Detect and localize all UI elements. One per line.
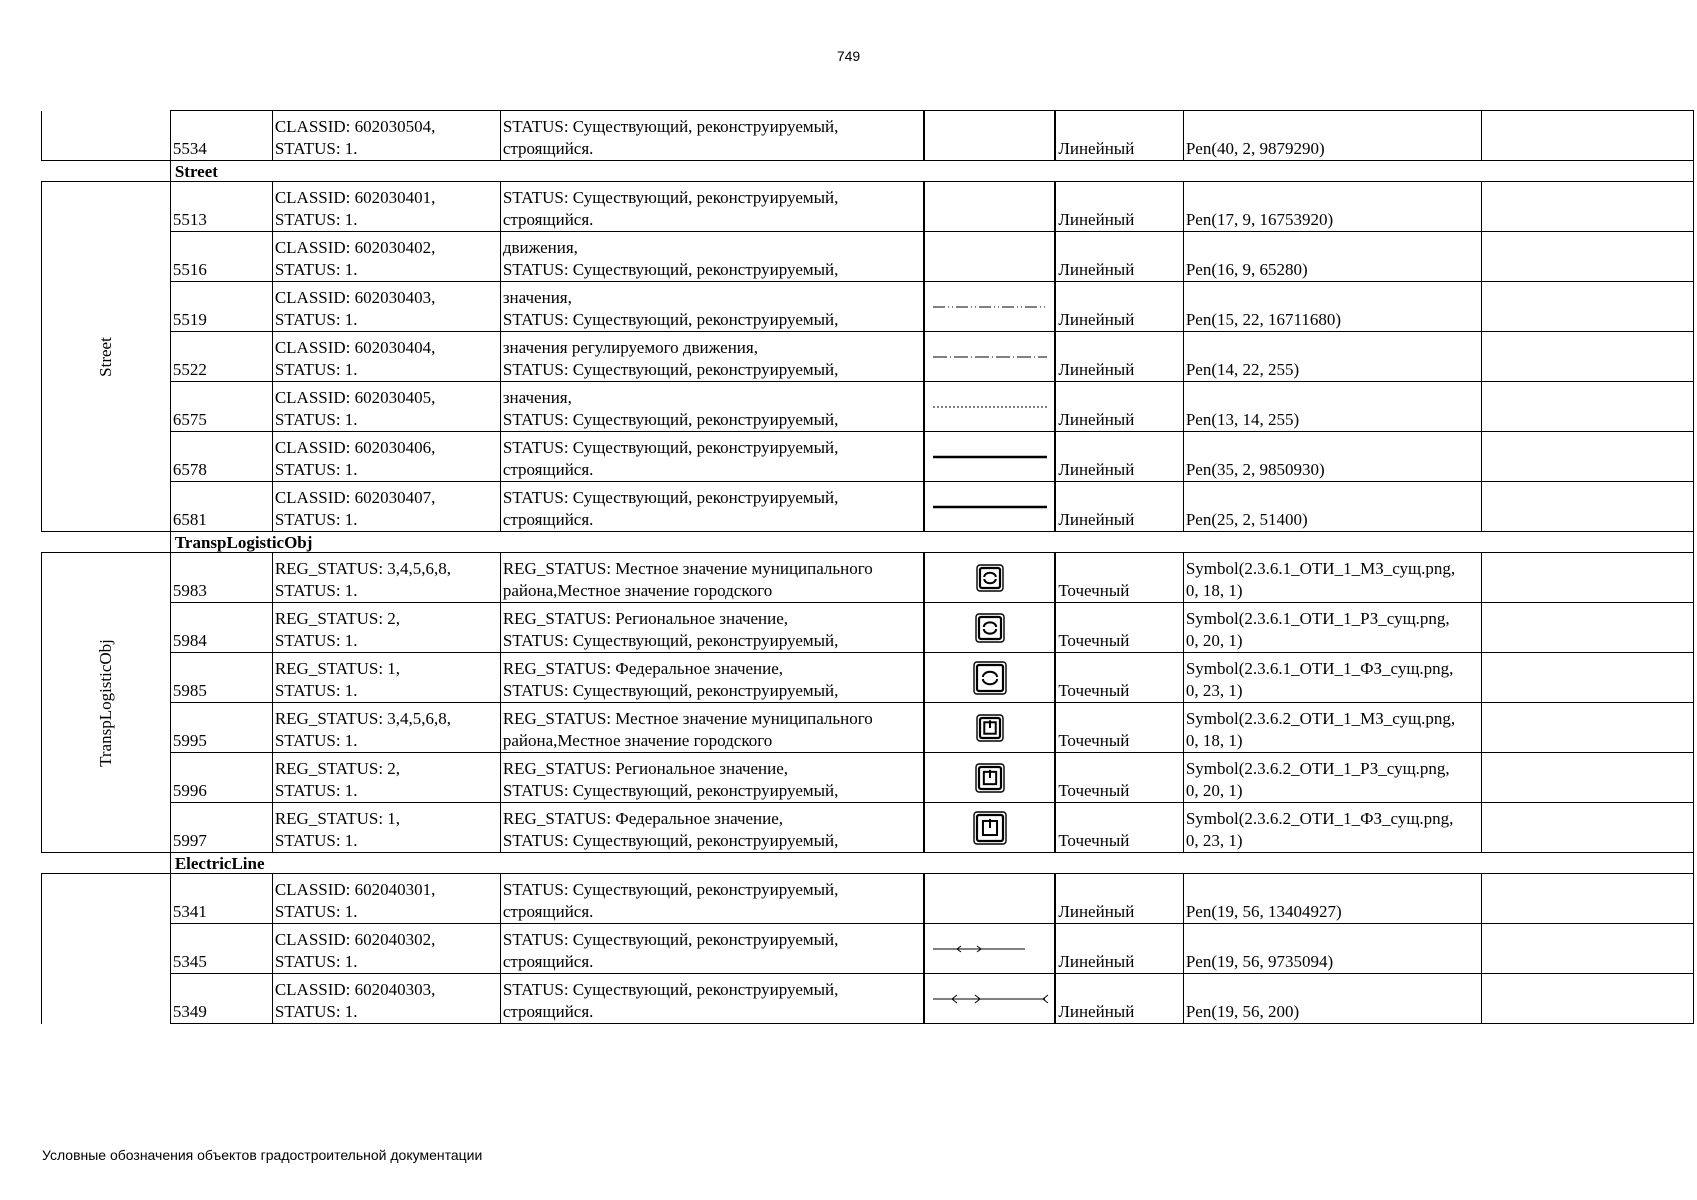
row-condition <box>272 653 500 703</box>
row-id-text: 6581 <box>172 510 207 529</box>
row-style-text: Pen(19, 56, 200) <box>1185 1002 1300 1021</box>
row-condition <box>272 182 500 232</box>
row-type <box>1055 332 1183 382</box>
row-type-text: Точечный <box>1058 831 1130 850</box>
row-description <box>500 382 924 432</box>
row-description-text: STATUS: Существующий, реконструируемый, строящийся. <box>502 930 839 971</box>
row-id <box>170 182 272 232</box>
symbol-cell <box>924 553 1055 603</box>
symbol-cell <box>924 653 1055 703</box>
row-description-text: STATUS: Существующий, реконструируемый, строящийся. <box>502 880 839 921</box>
row-note <box>1481 382 1693 432</box>
row-id <box>170 703 272 753</box>
row-condition-text: REG_STATUS: 1, STATUS: 1. <box>274 809 401 850</box>
section-title: TranspLogisticObj <box>174 533 313 552</box>
row-note <box>1481 553 1693 603</box>
row-note <box>1481 703 1693 753</box>
row-type <box>1055 874 1183 924</box>
row-id <box>170 653 272 703</box>
row-description-text: STATUS: Существующий, реконструируемый, строящийся. <box>502 438 839 479</box>
row-condition <box>272 282 500 332</box>
symbol-cell <box>924 232 1055 282</box>
footer: Условные обозначения объектов градостроительной документации <box>42 1147 483 1163</box>
row-condition <box>272 111 500 161</box>
row-style-text: Pen(40, 2, 9879290) <box>1185 139 1325 158</box>
row-id-text: 6578 <box>172 460 207 479</box>
row-id-text: 5983 <box>172 581 207 600</box>
row-style <box>1183 111 1481 161</box>
row-type-text: Точечный <box>1058 781 1130 800</box>
symbol-cell <box>924 182 1055 232</box>
row-id-text: 5985 <box>172 681 207 700</box>
table-row <box>42 653 1694 703</box>
row-id-text: 5984 <box>172 631 207 650</box>
row-condition <box>272 382 500 432</box>
row-description <box>500 111 924 161</box>
row-condition-text: CLASSID: 602030406, STATUS: 1. <box>274 438 436 479</box>
row-style <box>1183 803 1481 853</box>
row-condition <box>272 603 500 653</box>
table-row <box>42 874 1694 924</box>
section-title: ElectricLine <box>174 854 265 873</box>
row-id <box>170 874 272 924</box>
row-style-text: Pen(19, 56, 13404927) <box>1185 902 1342 921</box>
row-type-text: Линейный <box>1058 210 1135 229</box>
row-condition <box>272 703 500 753</box>
row-style <box>1183 924 1481 974</box>
row-description <box>500 182 924 232</box>
row-condition-text: REG_STATUS: 1, STATUS: 1. <box>274 659 401 700</box>
group-label: TranspLogisticObj <box>95 638 115 767</box>
row-condition <box>272 482 500 532</box>
table-row <box>42 603 1694 653</box>
row-id <box>170 332 272 382</box>
arrow-line-long <box>925 976 1054 1022</box>
row-id-text: 5519 <box>172 310 207 329</box>
dash-dot-line <box>925 334 1054 380</box>
row-id <box>170 111 272 161</box>
table-row <box>42 974 1694 1024</box>
row-description <box>500 924 924 974</box>
row-style <box>1183 603 1481 653</box>
row-id-text: 5995 <box>172 731 207 750</box>
table-row <box>42 182 1694 232</box>
row-type-text: Линейный <box>1058 510 1135 529</box>
row-type-text: Линейный <box>1058 360 1135 379</box>
row-style-text: Pen(25, 2, 51400) <box>1185 510 1308 529</box>
row-id-text: 5349 <box>172 1002 207 1021</box>
row-description <box>500 803 924 853</box>
symbol-cell <box>924 874 1055 924</box>
row-condition-text: CLASSID: 602030504, STATUS: 1. <box>274 117 436 158</box>
cycle-icon-large <box>925 805 1054 851</box>
symbol-cell <box>924 803 1055 853</box>
row-description <box>500 753 924 803</box>
row-id <box>170 924 272 974</box>
legend-table <box>41 110 1694 1024</box>
row-type <box>1055 282 1183 332</box>
row-condition <box>272 553 500 603</box>
row-id <box>170 553 272 603</box>
exchange-icon-large <box>925 655 1054 701</box>
row-condition <box>272 232 500 282</box>
row-condition <box>272 924 500 974</box>
row-note <box>1481 482 1693 532</box>
group-label-cell <box>42 182 171 532</box>
row-type-text: Точечный <box>1058 681 1130 700</box>
row-note <box>1481 282 1693 332</box>
table-row <box>42 553 1694 603</box>
row-note <box>1481 111 1693 161</box>
row-style <box>1183 553 1481 603</box>
row-style-text: Symbol(2.3.6.1_ОТИ_1_МЗ_сущ.png, 0, 18, 1) <box>1185 559 1456 600</box>
row-description-text: REG_STATUS: Региональное значение, STATUS: Существующий, реконструируемый, <box>502 609 839 650</box>
row-description-text: REG_STATUS: Федеральное значение, STATUS: Существующий, реконструируемый, <box>502 659 839 700</box>
row-description <box>500 482 924 532</box>
row-condition-text: REG_STATUS: 3,4,5,6,8, STATUS: 1. <box>274 559 452 600</box>
group-label-cell <box>42 553 171 853</box>
row-style <box>1183 974 1481 1024</box>
row-id <box>170 482 272 532</box>
row-condition-text: REG_STATUS: 3,4,5,6,8, STATUS: 1. <box>274 709 452 750</box>
section-header-spacer <box>42 853 171 874</box>
row-description <box>500 553 924 603</box>
cycle-icon-medium <box>925 755 1054 801</box>
row-id <box>170 603 272 653</box>
table-row <box>42 803 1694 853</box>
row-description <box>500 232 924 282</box>
arrow-line-short <box>925 926 1054 972</box>
row-type <box>1055 753 1183 803</box>
row-note <box>1481 232 1693 282</box>
row-style <box>1183 482 1481 532</box>
row-style <box>1183 382 1481 432</box>
row-type-text: Линейный <box>1058 1002 1135 1021</box>
row-condition <box>272 974 500 1024</box>
symbol-cell <box>924 924 1055 974</box>
table-row <box>42 332 1694 382</box>
row-type-text: Точечный <box>1058 631 1130 650</box>
row-description-text: REG_STATUS: Федеральное значение, STATUS: Существующий, реконструируемый, <box>502 809 839 850</box>
row-condition <box>272 874 500 924</box>
row-type-text: Линейный <box>1058 460 1135 479</box>
solid-line <box>925 434 1054 480</box>
group-label: Street <box>95 336 115 377</box>
row-condition <box>272 753 500 803</box>
symbol-cell <box>924 703 1055 753</box>
section-header-row <box>42 532 1694 553</box>
row-style-text: Pen(13, 14, 255) <box>1185 410 1300 429</box>
row-condition-text: CLASSID: 602030407, STATUS: 1. <box>274 488 436 529</box>
row-description <box>500 282 924 332</box>
row-condition-text: CLASSID: 602040303, STATUS: 1. <box>274 980 436 1021</box>
row-note <box>1481 603 1693 653</box>
section-title-cell <box>170 853 1693 874</box>
row-id-text: 5516 <box>172 260 207 279</box>
row-description-text: STATUS: Существующий, реконструируемый, строящийся. <box>502 980 839 1021</box>
row-condition-text: REG_STATUS: 2, STATUS: 1. <box>274 609 401 650</box>
row-note <box>1481 432 1693 482</box>
section-title-cell <box>170 532 1693 553</box>
row-condition-text: CLASSID: 602040302, STATUS: 1. <box>274 930 436 971</box>
row-style <box>1183 874 1481 924</box>
symbol-cell <box>924 332 1055 382</box>
row-style-text: Pen(17, 9, 16753920) <box>1185 210 1334 229</box>
table-row <box>42 282 1694 332</box>
section-title-cell <box>170 161 1693 182</box>
row-description-text: REG_STATUS: Местное значение муниципального района,Местное значение городского <box>502 559 873 600</box>
section-title: Street <box>174 162 218 181</box>
row-id-text: 5522 <box>172 360 207 379</box>
row-description <box>500 332 924 382</box>
row-note <box>1481 803 1693 853</box>
row-type-text: Линейный <box>1058 139 1135 158</box>
row-style-text: Pen(19, 56, 9735094) <box>1185 952 1334 971</box>
row-description <box>500 703 924 753</box>
row-description <box>500 874 924 924</box>
row-style <box>1183 182 1481 232</box>
symbol-cell <box>924 753 1055 803</box>
symbol-cell <box>924 111 1055 161</box>
row-type-text: Линейный <box>1058 260 1135 279</box>
row-type <box>1055 924 1183 974</box>
row-type <box>1055 974 1183 1024</box>
row-condition-text: CLASSID: 602030403, STATUS: 1. <box>274 288 436 329</box>
table-row <box>42 382 1694 432</box>
table-row <box>42 753 1694 803</box>
row-condition <box>272 432 500 482</box>
symbol-cell <box>924 432 1055 482</box>
row-id-text: 6575 <box>172 410 207 429</box>
symbol-cell <box>924 974 1055 1024</box>
section-header-spacer <box>42 161 171 182</box>
row-style-text: Symbol(2.3.6.2_ОТИ_1_МЗ_сущ.png, 0, 18, 1) <box>1185 709 1456 750</box>
row-id <box>170 282 272 332</box>
row-description-text: значения, STATUS: Существующий, реконструируемый, <box>502 288 839 329</box>
row-type <box>1055 382 1183 432</box>
row-id-text: 5345 <box>172 952 207 971</box>
row-style <box>1183 753 1481 803</box>
row-condition <box>272 803 500 853</box>
row-id-text: 5997 <box>172 831 207 850</box>
row-type <box>1055 553 1183 603</box>
row-style-text: Symbol(2.3.6.2_ОТИ_1_ФЗ_сущ.png, 0, 23, 1) <box>1185 809 1454 850</box>
row-type <box>1055 182 1183 232</box>
row-style-text: Pen(15, 22, 16711680) <box>1185 310 1342 329</box>
row-description <box>500 432 924 482</box>
row-id-text: 5534 <box>172 139 207 158</box>
symbol-cell <box>924 482 1055 532</box>
row-description <box>500 653 924 703</box>
row-type <box>1055 432 1183 482</box>
row-condition-text: CLASSID: 602030402, STATUS: 1. <box>274 238 436 279</box>
row-type <box>1055 703 1183 753</box>
symbol-cell <box>924 282 1055 332</box>
row-condition-text: REG_STATUS: 2, STATUS: 1. <box>274 759 401 800</box>
row-condition-text: CLASSID: 602030401, STATUS: 1. <box>274 188 436 229</box>
row-description-text: значения, STATUS: Существующий, реконструируемый, <box>502 388 839 429</box>
row-condition <box>272 332 500 382</box>
row-description <box>500 974 924 1024</box>
table-row <box>42 924 1694 974</box>
row-description-text: движения, STATUS: Существующий, реконструируемый, <box>502 238 839 279</box>
row-note <box>1481 974 1693 1024</box>
row-type <box>1055 482 1183 532</box>
group-cell <box>42 111 171 161</box>
row-condition-text: CLASSID: 602030404, STATUS: 1. <box>274 338 436 379</box>
row-type <box>1055 232 1183 282</box>
table-row <box>42 482 1694 532</box>
row-type <box>1055 803 1183 853</box>
row-style <box>1183 432 1481 482</box>
row-type-text: Линейный <box>1058 902 1135 921</box>
table-row <box>42 232 1694 282</box>
row-description-text: STATUS: Существующий, реконструируемый, строящийся. <box>502 488 839 529</box>
cycle-icon-small <box>925 705 1054 751</box>
row-type <box>1055 603 1183 653</box>
section-header-row <box>42 161 1694 182</box>
row-note <box>1481 924 1693 974</box>
solid-line <box>925 484 1054 530</box>
section-header-row <box>42 853 1694 874</box>
row-note <box>1481 653 1693 703</box>
row-id <box>170 382 272 432</box>
row-type-text: Точечный <box>1058 731 1130 750</box>
row-style <box>1183 703 1481 753</box>
row-id <box>170 232 272 282</box>
table-row <box>42 703 1694 753</box>
row-style-text: Symbol(2.3.6.2_ОТИ_1_РЗ_сущ.png, 0, 20, 1) <box>1185 759 1450 800</box>
row-style-text: Pen(14, 22, 255) <box>1185 360 1300 379</box>
row-note <box>1481 182 1693 232</box>
row-description-text: REG_STATUS: Местное значение муниципального района,Местное значение городского <box>502 709 873 750</box>
row-style-text: Pen(35, 2, 9850930) <box>1185 460 1325 479</box>
symbol-cell <box>924 603 1055 653</box>
row-style <box>1183 232 1481 282</box>
row-id <box>170 803 272 853</box>
symbol-cell <box>924 382 1055 432</box>
page-number: 749 <box>836 48 861 64</box>
row-condition-text: CLASSID: 602030405, STATUS: 1. <box>274 388 436 429</box>
row-type <box>1055 111 1183 161</box>
row-id-text: 5996 <box>172 781 207 800</box>
row-description-text: STATUS: Существующий, реконструируемый, строящийся. <box>502 188 839 229</box>
row-style <box>1183 282 1481 332</box>
row-id <box>170 974 272 1024</box>
section-header-spacer <box>42 532 171 553</box>
row-id <box>170 753 272 803</box>
group-label-cell <box>42 874 171 1024</box>
exchange-icon-small <box>925 555 1054 601</box>
row-type-text: Линейный <box>1058 952 1135 971</box>
row-type-text: Линейный <box>1058 410 1135 429</box>
row-description-text: REG_STATUS: Региональное значение, STATUS: Существующий, реконструируемый, <box>502 759 839 800</box>
row-note <box>1481 874 1693 924</box>
row-style-text: Symbol(2.3.6.1_ОТИ_1_РЗ_сущ.png, 0, 20, 1) <box>1185 609 1450 650</box>
exchange-icon-medium <box>925 605 1054 651</box>
row-note <box>1481 332 1693 382</box>
row-note <box>1481 753 1693 803</box>
row-type-text: Точечный <box>1058 581 1130 600</box>
row-description-text: STATUS: Существующий, реконструируемый, строящийся. <box>502 117 839 158</box>
row-id-text: 5341 <box>172 902 207 921</box>
row-style-text: Pen(16, 9, 65280) <box>1185 260 1308 279</box>
row-style <box>1183 653 1481 703</box>
dash-dot-dot-line <box>925 284 1054 330</box>
row-id-text: 5513 <box>172 210 207 229</box>
row-description <box>500 603 924 653</box>
row-id <box>170 432 272 482</box>
row-condition-text: CLASSID: 602040301, STATUS: 1. <box>274 880 436 921</box>
row-type <box>1055 653 1183 703</box>
row-description-text: значения регулируемого движения, STATUS: Существующий, реконструируемый, <box>502 338 839 379</box>
row-type-text: Линейный <box>1058 310 1135 329</box>
table-row <box>42 432 1694 482</box>
table-row <box>42 111 1694 161</box>
row-style-text: Symbol(2.3.6.1_ОТИ_1_ФЗ_сущ.png, 0, 23, 1) <box>1185 659 1454 700</box>
fine-dash-line <box>925 384 1054 430</box>
row-style <box>1183 332 1481 382</box>
